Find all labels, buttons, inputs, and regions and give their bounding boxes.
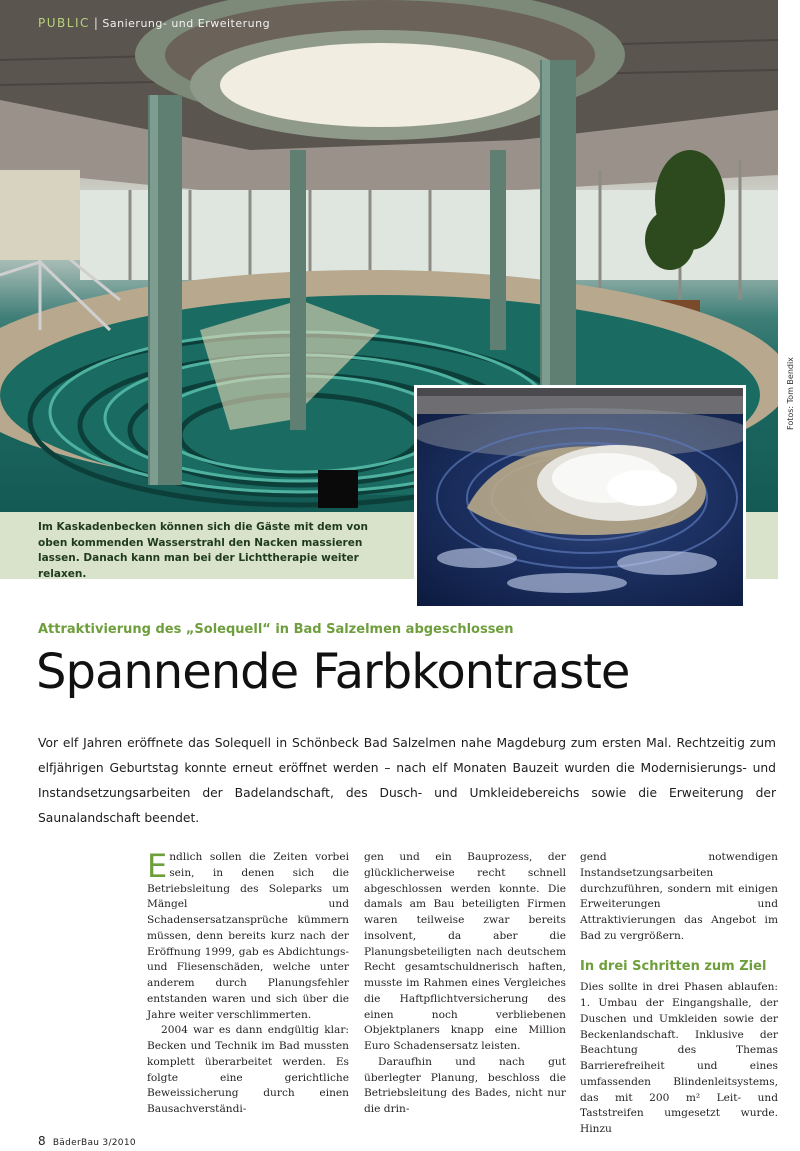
body-paragraph: Daraufhin und nach gut überlegter Planung, beschloss die Betriebsleitung des Bades, nicht nur die drin- <box>364 1055 566 1115</box>
body-paragraph: gend notwendigen Instandsetzungsarbeiten durchzuführen, sondern mit einigen Erweiterungen und Attraktivierungen das Angebot im Bad zu vergrößern. <box>580 851 778 942</box>
section-separator: | <box>93 16 99 30</box>
section-subhead: In drei Schritten zum Ziel <box>580 958 767 974</box>
paragraph-text: ndlich sollen die Zeiten vorbei sein, in denen sich die Betriebsleitung des Soleparks um Mängel und Schadensersatzansprüche kümmern müssen, denn bereits kurz nach der Eröffnung 1999, gab es Abdichtungs- und Fliesenschäden, welche unter anderem durch Planungsfehler entstanden waren und sich über die Jahre weiter verschlimmerten. <box>147 851 349 1021</box>
article-headline: Spannende Farbkontraste <box>36 644 630 700</box>
inset-image <box>417 388 743 606</box>
subsection-label: Sanierung- und Erweiterung <box>102 17 271 30</box>
water-jet-illustration <box>417 388 743 606</box>
body-column-3 <box>580 850 778 1138</box>
photo-caption: Im Kaskadenbecken können sich die Gäste mit dem von oben kommenden Wasserstrahl den Nacken massieren lassen. Danach kann man bei der Lichttherapie weiter relaxen. <box>38 521 368 580</box>
page-footer <box>38 1134 136 1148</box>
section-label: PUBLIC <box>38 16 90 30</box>
article-kicker: Attraktivierung des „Solequell“ in Bad Salzelmen abgeschlossen <box>38 622 514 637</box>
body-paragraph: gen und ein Bauprozess, der glücklicherweise recht schnell abgeschlossen werden konnte. Die damals am Bau beteiligten Firmen waren teilweise zwar bereits insolvent, da aber die Planungsbeteiligten nach deutschem Recht gesamtschuldnerisch haften, musste im Rahmen eines Vergleiches die Haftpflichtversicherung des einen noch verbliebenen Objektplaners knapp eine Million Euro Schadensersatz leisten. <box>364 851 566 1052</box>
body-paragraph <box>147 847 349 1023</box>
section-rubric <box>38 16 270 30</box>
body-paragraph: 2004 war es dann endgültig klar: Becken und Technik im Bad mussten komplett überarbeitet werden. Es folgte eine gerichtliche Beweissicherung durch einen Bausachverständi- <box>147 1024 349 1115</box>
inset-photo <box>414 385 746 609</box>
page-number: 8 <box>38 1134 46 1148</box>
body-paragraph: Dies sollte in drei Phasen ablaufen: 1. Umbau der Eingangshalle, der Duschen und Umkleiden sowie der Beckenlandschaft. Inklusive der Beachtung des Themas Barrierefreiheit und eines umfassenden Blindenleitsystems, das mit 200 m² Leit- und Taststreifen umgesetzt wurde. Hinzu <box>580 981 778 1135</box>
dropcap: E <box>147 847 168 885</box>
article-lead: Vor elf Jahren eröffnete das Solequell in Schönbeck Bad Salzelmen nahe Magdeburg zum ersten Mal. Rechtzeitig zum elfjährigen Geburtstag konnte erneut eröffnet werden – nach elf Monaten Bauzeit wurden die Modernisierungs- und Instandsetzungsarbeiten der Badelandschaft, des Dusch- und Umkleidebereichs sowie die Erweiterung der Saunalandschaft beendet. <box>38 736 776 825</box>
body-column-1 <box>147 847 349 1118</box>
photo-credit: Fotos: Tom Bendix <box>786 357 795 430</box>
magazine-issue: BäderBau 3/2010 <box>52 1138 136 1148</box>
body-column-2 <box>364 850 566 1118</box>
